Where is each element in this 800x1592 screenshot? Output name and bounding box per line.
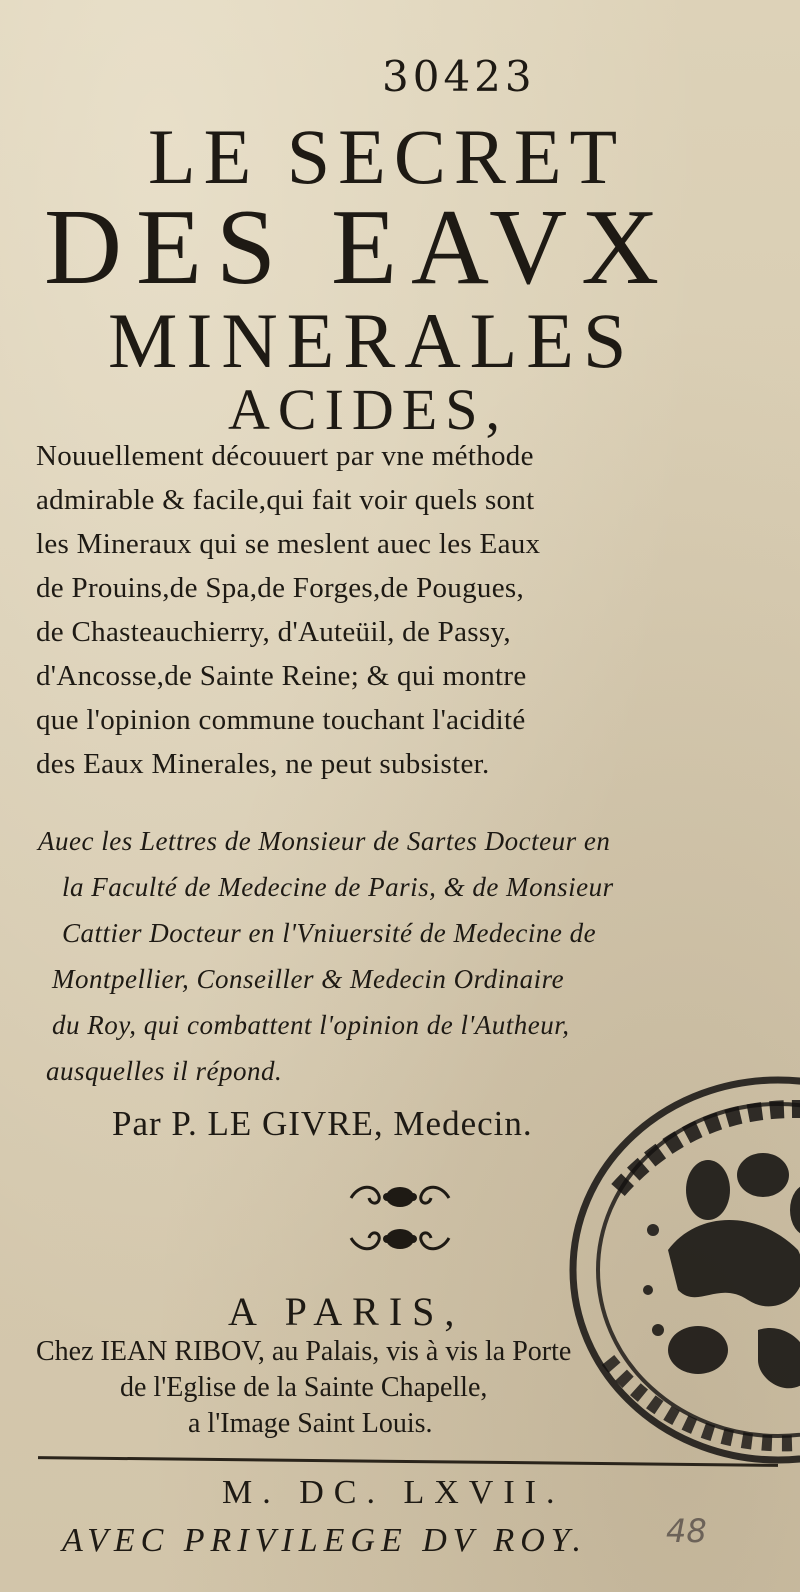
letters-line: Montpellier, Conseiller & Medecin Ordinaire [52, 964, 565, 994]
letters-line: la Faculté de Medecine de Paris, & de Monsieur [62, 872, 614, 902]
description-line: admirable & facile,qui fait voir quels sont [36, 484, 535, 516]
author-line: Par P. LE GIVRE, Medecin. [112, 1104, 533, 1143]
shelfmark-number: 30423 [382, 52, 536, 101]
title-line-1: LE SECRET [148, 113, 626, 200]
description-line: d'Ancosse,de Sainte Reine; & qui montre [36, 660, 527, 692]
description-line: Nouuellement découuert par vne méthode [36, 440, 534, 472]
place-of-publication: A PARIS, [228, 1289, 465, 1334]
letters-line: du Roy, qui combattent l'opinion de l'Autheur, [52, 1010, 570, 1040]
imprint-line: a l'Image Saint Louis. [188, 1408, 433, 1439]
royal-privilege: AVEC PRIVILEGE DV ROY. [62, 1522, 588, 1559]
description-line: de Prouins,de Spa,de Forges,de Pougues, [36, 572, 525, 604]
title-line-4: ACIDES, [228, 377, 508, 442]
imprint-line: de l'Eglise de la Sainte Chapelle, [120, 1372, 488, 1403]
description-line: les Mineraux qui se meslent auec les Eaux [36, 528, 541, 560]
title-line-3: MINERALES [108, 297, 636, 384]
letters-line: ausquelles il répond. [46, 1056, 283, 1086]
title-line-2: DES EAVX [44, 188, 674, 307]
letters-line: Cattier Docteur en l'Vniuersité de Medecine de [62, 918, 597, 948]
library-stamp-icon [548, 1060, 800, 1480]
pencil-annotation: 48 [666, 1512, 707, 1550]
publication-date: M. DC. LXVII. [222, 1474, 565, 1511]
letters-line: Auec les Lettres de Monsieur de Sartes Docteur en [38, 826, 611, 856]
description-line: que l'opinion commune touchant l'acidité [36, 704, 526, 736]
description-line: de Chasteauchierry, d'Auteüil, de Passy, [36, 616, 511, 648]
description-line: des Eaux Minerales, ne peut subsister. [36, 748, 490, 780]
imprint-line: Chez IEAN RIBOV, au Palais, vis à vis la Porte [36, 1336, 572, 1367]
